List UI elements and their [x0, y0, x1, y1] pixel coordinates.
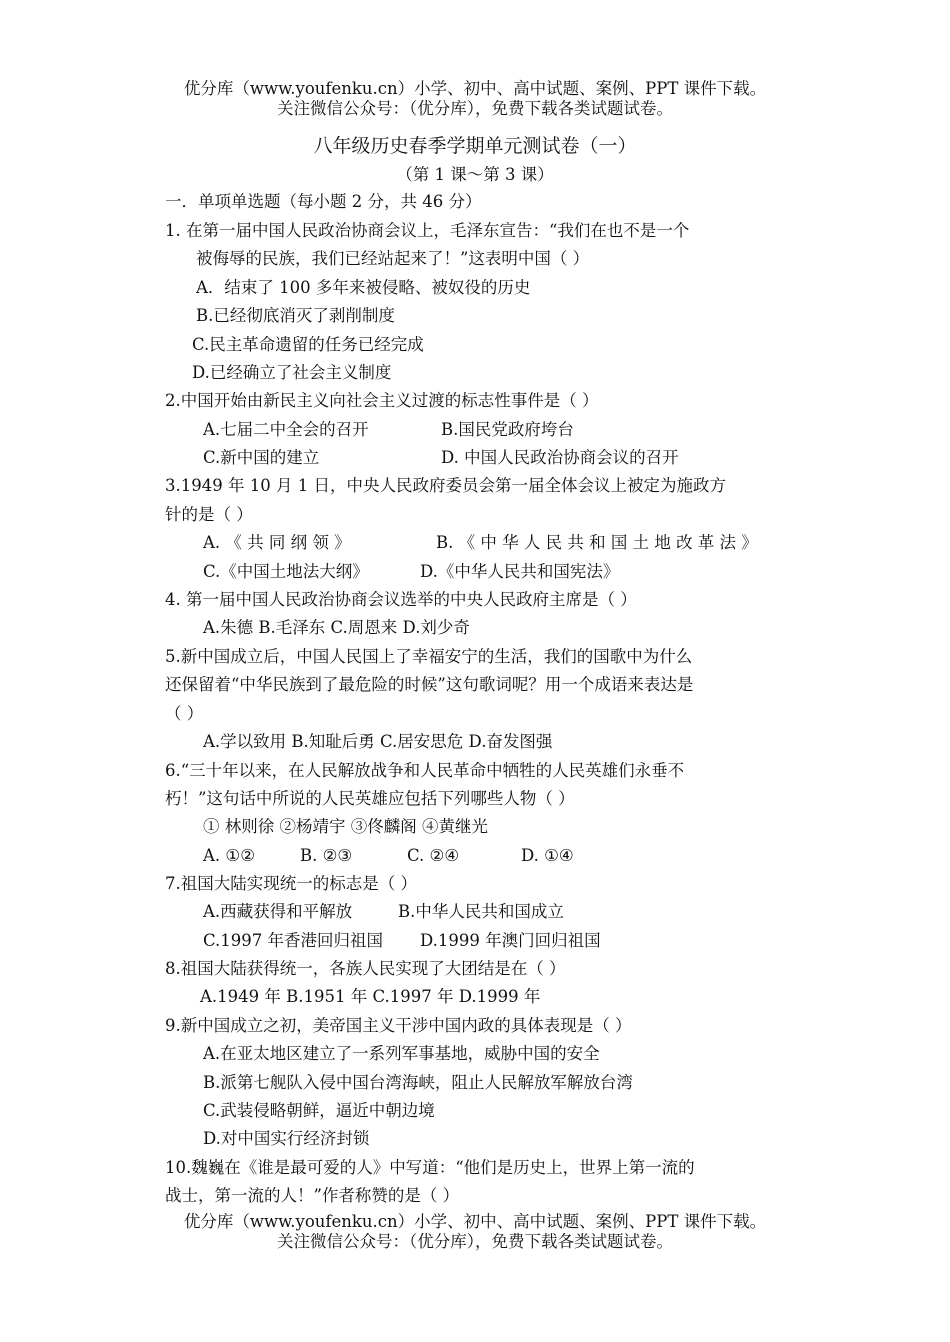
question-3-option-a: A. 《 共 同 纲 领 》	[203, 533, 351, 552]
question-1-stem-line-2: 被侮辱的民族，我们已经站起来了！”这表明中国（ ）	[196, 249, 590, 268]
question-8-stem: 8.祖国大陆获得统一，各族人民实现了大团结是在（ ）	[165, 959, 566, 978]
question-6-option-a: A. ①②	[203, 846, 255, 865]
question-9-option-b: B.派第七舰队入侵中国台湾海峡，阻止人民解放军解放台湾	[203, 1073, 633, 1092]
question-2-stem: 2.中国开始由新民主义向社会主义过渡的标志性事件是（ ）	[165, 391, 599, 410]
question-5-stem-line-1: 5.新中国成立后，中国人民国上了幸福安宁的生活，我们的国歌中为什么	[165, 647, 693, 666]
exam-subtitle: （第 1 课～第 3 课）	[396, 165, 554, 184]
question-1-option-b: B.已经彻底消灭了剥削制度	[196, 306, 395, 325]
question-3-stem-line-1: 3.1949 年 10 月 1 日，中央人民政府委员会第一届全体会议上被定为施政方	[165, 476, 726, 495]
question-6-option-c: C. ②④	[407, 846, 460, 865]
question-9-option-d: D.对中国实行经济封锁	[203, 1129, 370, 1148]
question-5-stem-line-3: （ ）	[165, 704, 204, 723]
question-7-option-c: C.1997 年香港回归祖国	[203, 931, 384, 950]
question-4-options: A.朱德 B.毛泽东 C.周恩来 D.刘少奇	[203, 618, 470, 637]
question-3-stem-line-2: 针的是（ ）	[165, 505, 253, 524]
question-7-option-b: B.中华人民共和国成立	[398, 902, 564, 921]
question-3-option-b: B. 《 中 华 人 民 共 和 国 土 地 改 革 法 》	[436, 533, 758, 552]
footer-line-1: 优分库（www.youfenku.cn）小学、初中、高中试题、案例、PPT 课件下载。	[183, 1212, 767, 1231]
question-7-stem: 7.祖国大陆实现统一的标志是（ ）	[165, 874, 417, 893]
question-6-stem-line-1: 6.“三十年以来，在人民解放战争和人民革命中牺牲的人民英雄们永垂不	[165, 761, 685, 780]
question-9-option-a: A.在亚太地区建立了一系列军事基地，威胁中国的安全	[203, 1044, 600, 1063]
question-10-stem-line-2: 战士，第一流的人！”作者称赞的是（ ）	[165, 1186, 460, 1205]
question-9-option-c: C.武装侵略朝鲜，逼近中朝边境	[203, 1101, 435, 1120]
question-2-option-b: B.国民党政府垮台	[441, 420, 574, 439]
question-6-option-d: D. ①④	[521, 846, 574, 865]
question-9-stem: 9.新中国成立之初，美帝国主义干涉中国内政的具体表现是（ ）	[165, 1016, 632, 1035]
question-2-option-a: A.七届二中全会的召开	[203, 420, 369, 439]
question-5-options: A.学以致用 B.知耻后勇 C.居安思危 D.奋发图强	[203, 732, 553, 751]
question-10-stem-line-1: 10.魏巍在《谁是最可爱的人》中写道：“他们是历史上，世界上第一流的	[165, 1158, 695, 1177]
question-1-option-d: D.已经确立了社会主义制度	[192, 363, 392, 382]
section-heading: 一．单项单选题（每小题 2 分，共 46 分）	[165, 192, 482, 211]
question-8-options: A.1949 年 B.1951 年 C.1997 年 D.1999 年	[200, 987, 541, 1006]
question-6-stem-line-2: 朽！”这句话中所说的人民英雄应包括下列哪些人物（ ）	[165, 789, 575, 808]
question-7-option-a: A.西藏获得和平解放	[203, 902, 353, 921]
question-2-option-d: D. 中国人民政治协商会议的召开	[441, 448, 679, 467]
header-line-1: 优分库（www.youfenku.cn）小学、初中、高中试题、案例、PPT 课件下载。	[183, 79, 767, 98]
question-1-option-a: A．结束了 100 多年来被侵略、被奴役的历史	[196, 278, 531, 297]
question-2-option-c: C.新中国的建立	[203, 448, 320, 467]
question-3-option-c: C.《中国土地法大纲》	[203, 562, 369, 581]
footer-line-2: 关注微信公众号：（优分库），免费下载各类试题试卷。	[277, 1232, 673, 1251]
question-6-option-b: B. ②③	[300, 846, 353, 865]
question-5-stem-line-2: 还保留着“中华民族到了最危险的时候”这句歌词呢？用一个成语来表达是	[165, 675, 694, 694]
question-1-option-c: C.民主革命遗留的任务已经完成	[192, 335, 424, 354]
header-line-2: 关注微信公众号：（优分库），免费下载各类试题试卷。	[277, 99, 673, 118]
question-4-stem: 4. 第一届中国人民政治协商会议选举的中央人民政府主席是（ ）	[165, 590, 637, 609]
question-1-stem-line-1: 1. 在第一届中国人民政治协商会议上，毛泽东宣告：“我们在也不是一个	[165, 221, 690, 240]
question-7-option-d: D.1999 年澳门回归祖国	[420, 931, 601, 950]
question-6-items: ① 林则徐 ②杨靖宇 ③佟麟阁 ④黄继光	[203, 817, 488, 836]
question-3-option-d: D.《中华人民共和国宪法》	[420, 562, 620, 581]
exam-title: 八年级历史春季学期单元测试卷（一）	[313, 135, 637, 157]
